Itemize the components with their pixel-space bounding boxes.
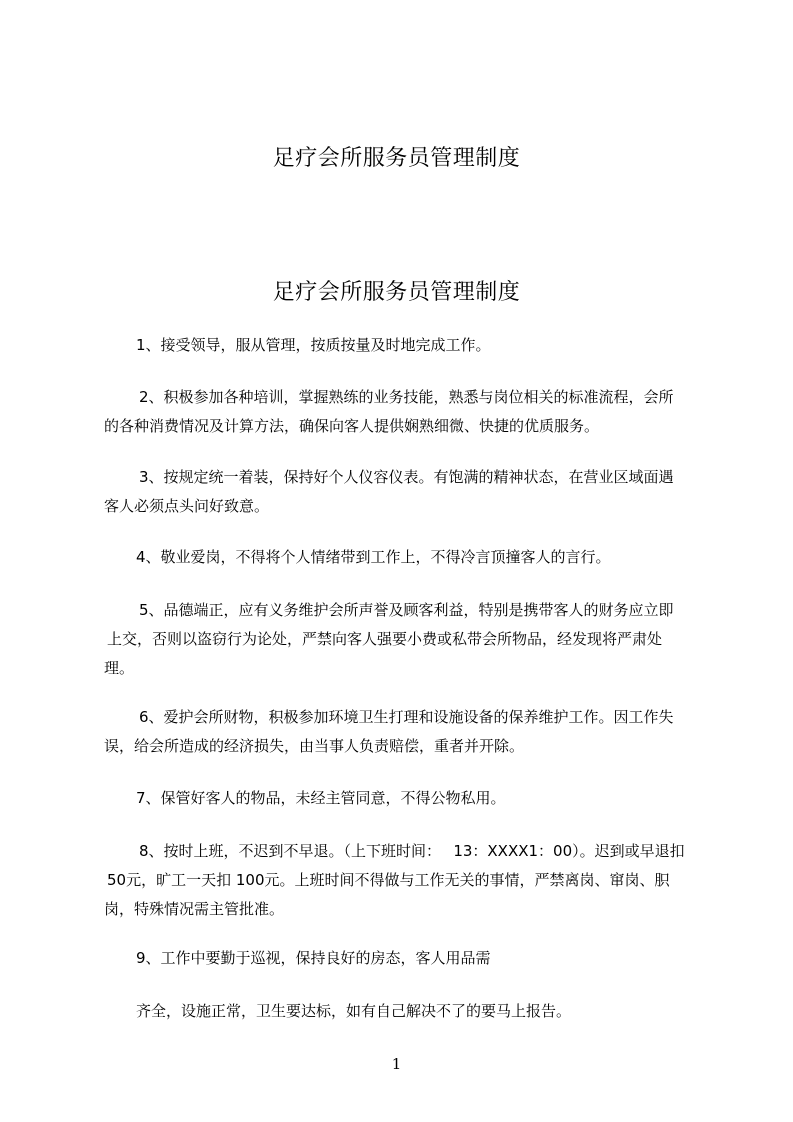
rule-line: 理。 (104, 659, 135, 677)
rule-item-5 (104, 596, 710, 683)
rule-line: 4、敬业爱岗，不得将个人情绪带到工作上，不得冷言顶撞客人的言行。 (136, 548, 611, 566)
rule-line: 5、品德端正，应有义务维护会所声誉及顾客利益，特别是携带客人的财务应立即 (139, 601, 674, 619)
rule-line: 9、工作中要勤于巡视，保持良好的房态，客人用品需 (136, 949, 491, 967)
rule-line: 50元，旷工一天扣 100元。上班时间不得做与工作无关的事情，严禁离岗、窜岗、胑 (107, 871, 670, 889)
rule-line: 8、按时上班，不迟到不早退。（上下班时间： 13：XXXX1：00）。迟到或早退扣 (139, 842, 685, 860)
page-number: 1 (391, 1055, 402, 1073)
rule-item-3 (104, 463, 710, 521)
rule-line: 齐全，设施正常，卫生要达标，如有自己解决不了的要马上报告。 (136, 1002, 572, 1020)
header-title: 足疗会所服务员管理制度 (272, 146, 521, 171)
rule-line: 6、爱护会所财物，积极参加环境卫生打理和设施设备的保养维护工作。因工作失 (139, 708, 674, 726)
rule-line: 上交，否则以盗窃行为论处，严禁向客人强要小费或私带会所物品，经发现将严肃处 (107, 630, 663, 648)
rule-line: 3、按规定统一着装，保持好个人仪容仪表。有饱满的精神状态，在营业区域面遇 (139, 468, 674, 486)
rule-item-6 (104, 703, 710, 761)
rule-item-1 (104, 331, 710, 360)
rule-line: 1、接受领导，服从管理，按质按量及时地完成工作。 (136, 336, 491, 354)
rule-item-9-continuation (104, 997, 710, 1026)
rule-line: 岗，特殊情况需主管批准。 (104, 900, 285, 918)
rule-line: 的各种消费情况及计算方法，确保向客人提供娴熟细微、快捷的优质服务。 (104, 417, 600, 435)
rule-line: 7、保管好客人的物品，未经主管同意，不得公物私用。 (136, 789, 506, 807)
rule-line: 2、积极参加各种培训，掌握熟练的业务技能，熟悉与岗位相关的标准流程，会所 (139, 388, 674, 406)
rule-line: 误，给会所造成的经济损失，由当事人负责赔偿，重者并开除。 (104, 737, 525, 755)
rule-item-8 (104, 837, 710, 924)
rule-item-2 (104, 383, 710, 441)
rule-item-7 (104, 784, 710, 813)
rule-item-4 (104, 543, 710, 572)
rule-item-9 (104, 944, 710, 973)
document-title: 足疗会所服务员管理制度 (272, 280, 521, 305)
rule-line: 客人必须点头问好致意。 (104, 497, 270, 515)
